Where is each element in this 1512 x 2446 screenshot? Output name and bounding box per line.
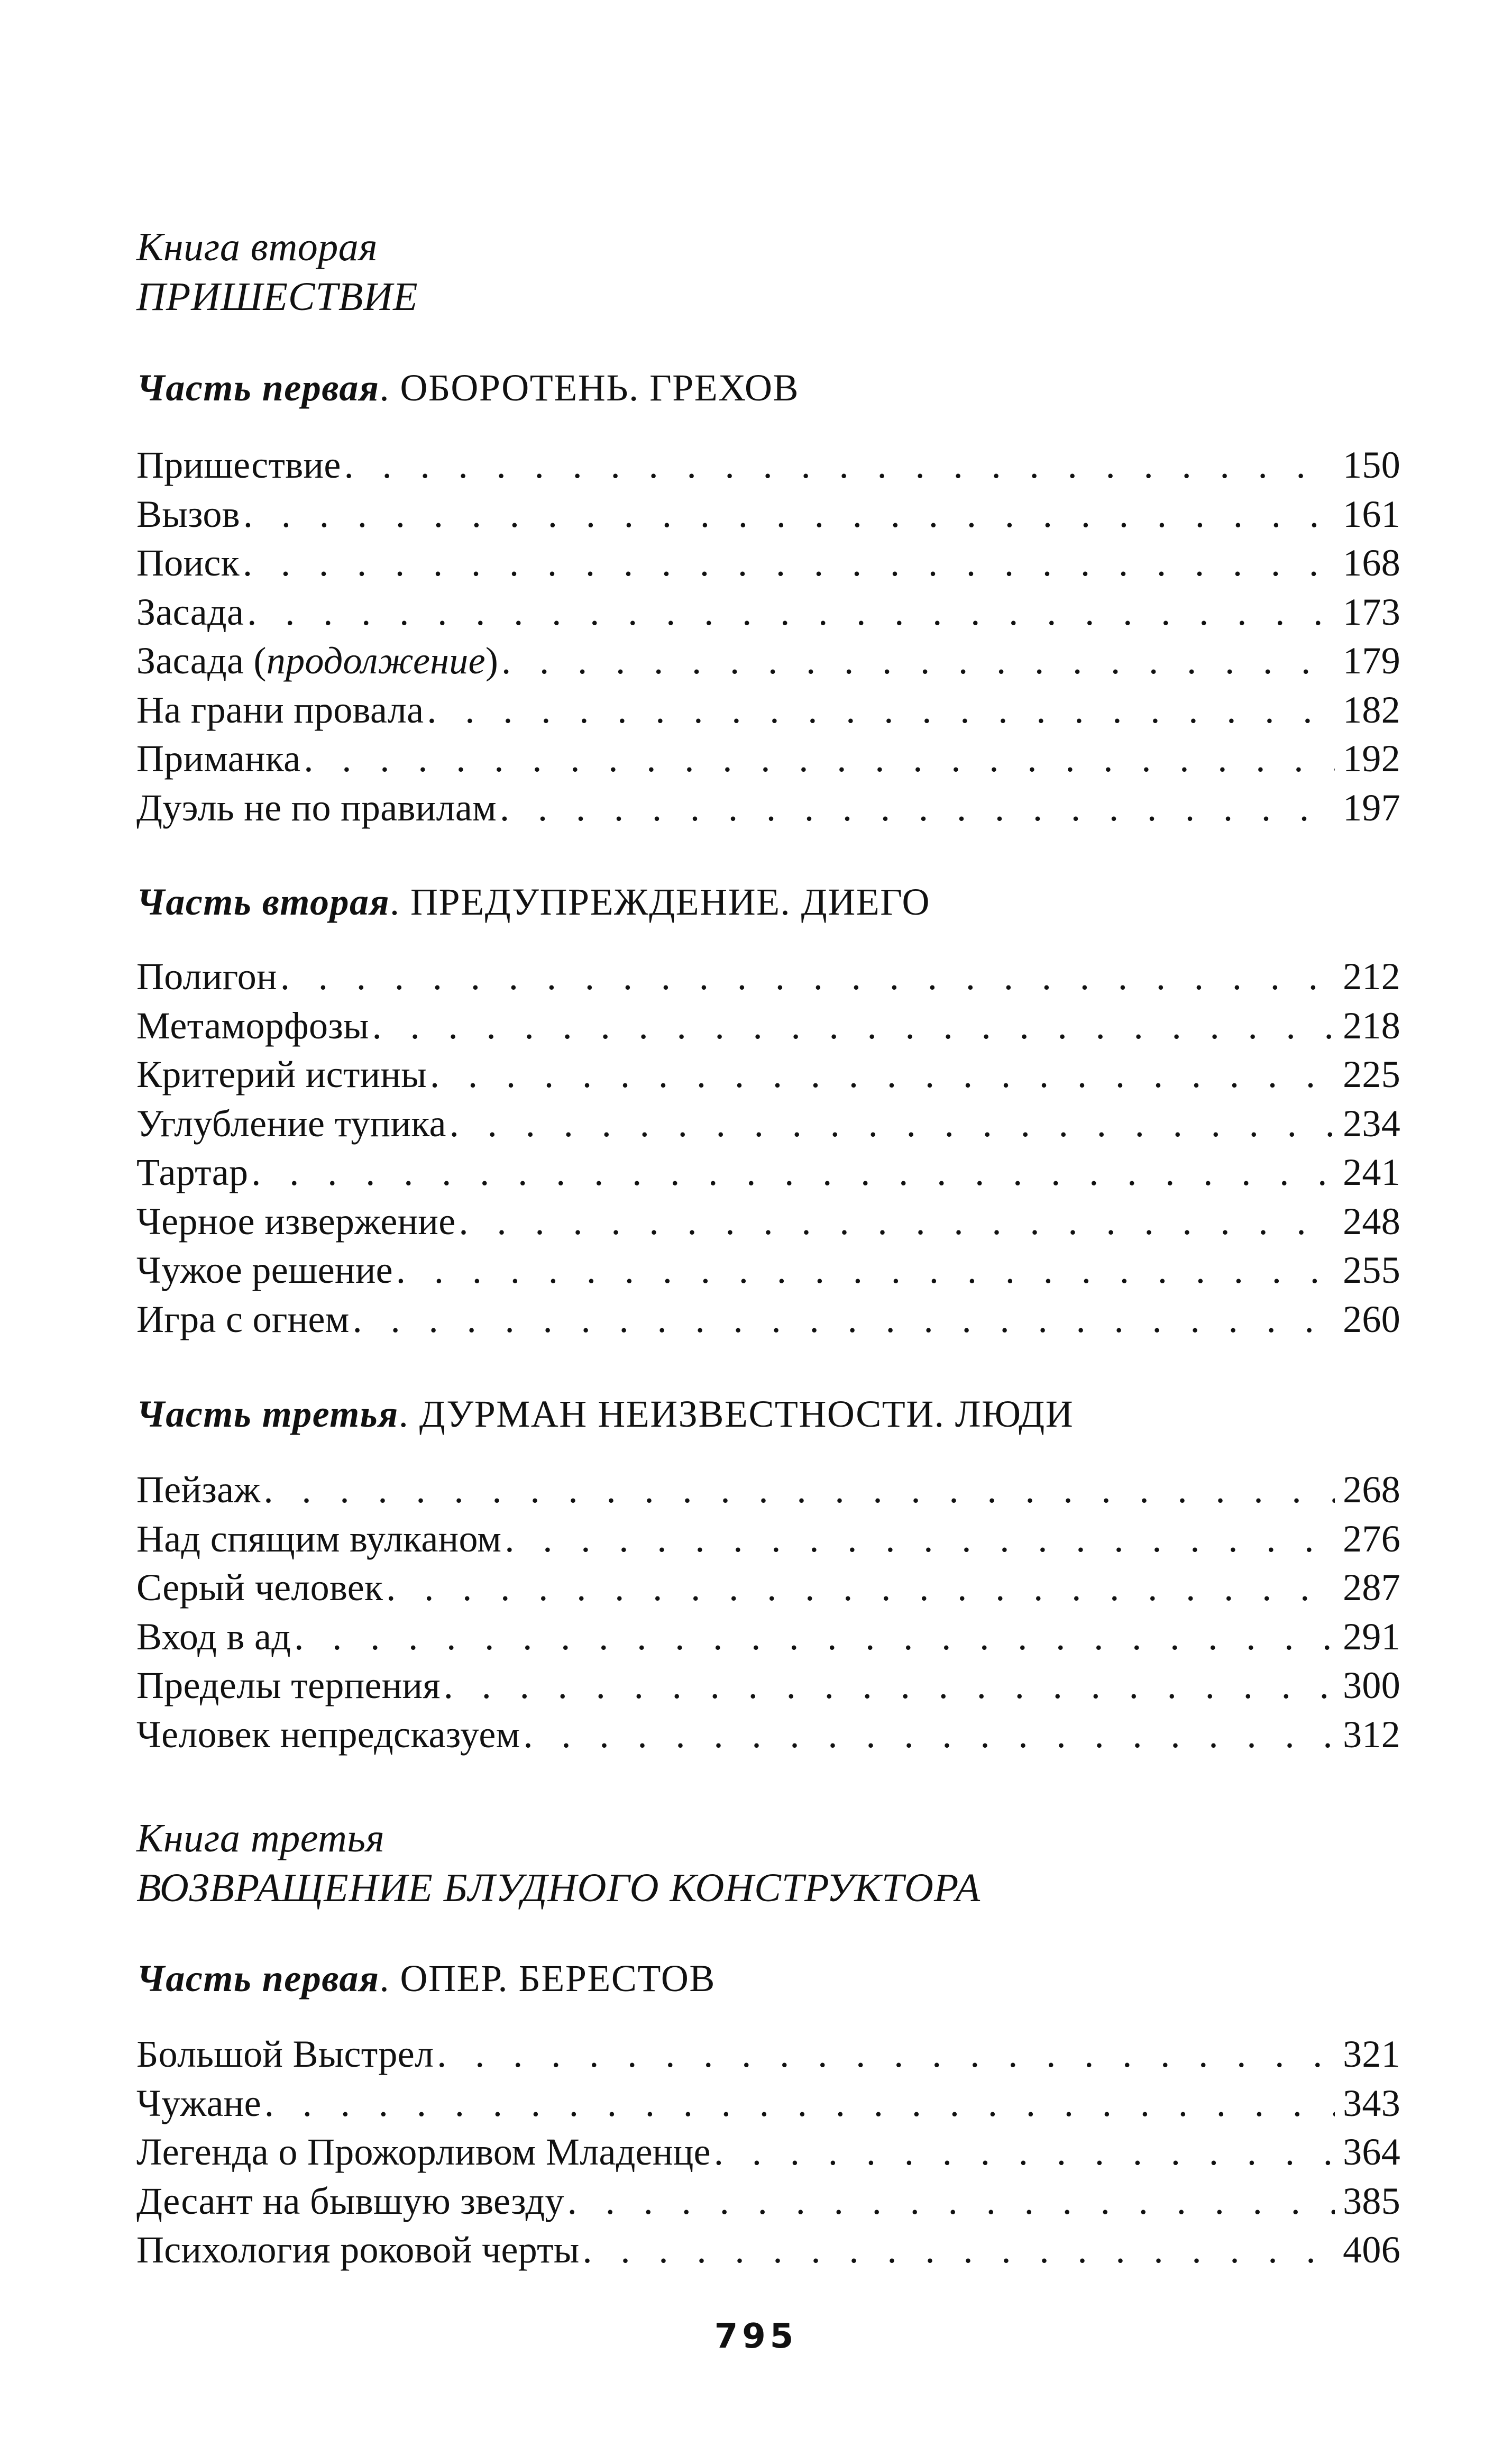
entry-page-number: 255 xyxy=(1343,1249,1400,1291)
toc-entry[interactable] xyxy=(136,2177,1400,2226)
toc-entry[interactable] xyxy=(136,1514,1400,1564)
toc-entry[interactable] xyxy=(136,1612,1400,1662)
dot-leader xyxy=(386,1563,1335,1612)
dot-leader xyxy=(264,2079,1335,2128)
toc-entry[interactable] xyxy=(136,1148,1400,1197)
dot-leader xyxy=(353,1295,1335,1344)
entry-title: Пришествие xyxy=(136,444,341,486)
entry-title: Человек непредсказуем xyxy=(136,1713,520,1756)
toc-entry[interactable] xyxy=(136,636,1400,686)
page-number: 795 xyxy=(714,2317,798,2356)
toc-entry[interactable] xyxy=(136,2128,1400,2177)
entry-page-number: 179 xyxy=(1343,640,1400,682)
entry-page-number: 173 xyxy=(1343,590,1400,633)
book-two-header xyxy=(136,222,1400,322)
part-label: Часть вторая xyxy=(136,881,390,923)
toc-entry[interactable] xyxy=(136,2225,1400,2275)
entry-title-start: Засада ( xyxy=(136,640,267,682)
toc-entry[interactable] xyxy=(136,1465,1400,1514)
dot-leader xyxy=(247,588,1335,637)
entry-page-number: 291 xyxy=(1343,1615,1400,1658)
toc-entry-list xyxy=(136,2030,1400,2275)
entry-page-number: 234 xyxy=(1343,1102,1400,1145)
entry-title: Полигон xyxy=(136,955,277,998)
book-title: ВОЗВРАЩЕНИЕ БЛУДНОГО КОНСТРУКТОРА xyxy=(136,1866,981,1910)
entry-page-number: 248 xyxy=(1343,1200,1400,1243)
entry-title: Тартар xyxy=(136,1151,249,1193)
dot-leader xyxy=(583,2225,1335,2275)
dot-leader xyxy=(500,783,1335,833)
toc-entry[interactable] xyxy=(136,1050,1400,1099)
toc-entry-list xyxy=(136,952,1400,1344)
part-label: Часть первая xyxy=(136,367,380,409)
dot-leader xyxy=(280,952,1335,1001)
dot-leader xyxy=(344,441,1335,490)
entry-title: Десант на бывшую звезду xyxy=(136,2179,564,2222)
entry-title: Игра с огнем xyxy=(136,1298,350,1340)
toc-entry-list xyxy=(136,1465,1400,1759)
book-title: ПРИШЕСТВИЕ xyxy=(136,275,418,319)
dot-leader xyxy=(437,2030,1335,2079)
entry-title-note: продолжение xyxy=(266,640,485,682)
dot-leader xyxy=(243,490,1335,539)
toc-entry[interactable] xyxy=(136,1099,1400,1148)
dot-leader xyxy=(450,1099,1335,1148)
part-heading: Часть первая. ОБОРОТЕНЬ. ГРЕХОВ xyxy=(136,367,800,409)
entry-title: Чужое решение xyxy=(136,1249,393,1291)
toc-entry[interactable] xyxy=(136,1563,1400,1612)
entry-title-end: ) xyxy=(485,640,499,682)
entry-title: Углубление тупика xyxy=(136,1102,446,1145)
entry-title: Критерий истины xyxy=(136,1053,427,1096)
entry-title: Вход в ад xyxy=(136,1615,291,1658)
book-three-header xyxy=(136,1813,1400,1913)
entry-page-number: 364 xyxy=(1343,2131,1400,2173)
entry-title: Вызов xyxy=(136,492,240,535)
part-heading: Часть первая. ОПЕР. БЕРЕСТОВ xyxy=(136,1957,716,2000)
entry-page-number: 212 xyxy=(1343,955,1400,998)
entry-page-number: 300 xyxy=(1343,1664,1400,1706)
toc-entry[interactable] xyxy=(136,588,1400,637)
book-label: Книга вторая xyxy=(136,225,378,269)
dot-leader xyxy=(430,1050,1335,1099)
entry-page-number: 197 xyxy=(1343,786,1400,829)
entry-page-number: 343 xyxy=(1343,2082,1400,2124)
entry-title: Большой Выстрел xyxy=(136,2033,434,2075)
dot-leader xyxy=(714,2128,1335,2177)
part-title: ОПЕР. БЕРЕСТОВ xyxy=(400,1957,716,2000)
part-heading: Часть третья. ДУРМАН НЕИЗВЕСТНОСТИ. ЛЮДИ xyxy=(136,1393,1074,1435)
part-label: Часть первая xyxy=(136,1957,380,2000)
toc-entry[interactable] xyxy=(136,2030,1400,2079)
entry-title: Серый человек xyxy=(136,1566,383,1609)
toc-entry[interactable] xyxy=(136,490,1400,539)
entry-page-number: 225 xyxy=(1343,1053,1400,1096)
book-label: Книга третья xyxy=(136,1816,385,1860)
entry-page-number: 406 xyxy=(1343,2229,1400,2271)
toc-entry[interactable] xyxy=(136,734,1400,783)
dot-leader xyxy=(523,1710,1335,1759)
entry-title: Легенда о Прожорливом Младенце xyxy=(136,2131,711,2173)
entry-page-number: 161 xyxy=(1343,492,1400,535)
entry-page-number: 182 xyxy=(1343,688,1400,731)
toc-entry[interactable] xyxy=(136,441,1400,490)
toc-entry[interactable] xyxy=(136,1197,1400,1246)
entry-title: Приманка xyxy=(136,737,301,780)
entry-title: Метаморфозы xyxy=(136,1004,369,1047)
toc-entry[interactable] xyxy=(136,952,1400,1001)
toc-entry[interactable] xyxy=(136,1295,1400,1344)
part-label: Часть третья xyxy=(136,1393,399,1435)
entry-title: Пейзаж xyxy=(136,1468,261,1511)
entry-title: На грани провала xyxy=(136,688,424,731)
dot-leader xyxy=(251,1148,1335,1197)
entry-page-number: 192 xyxy=(1343,737,1400,780)
entry-page-number: 321 xyxy=(1343,2033,1400,2075)
part-title: ДУРМАН НЕИЗВЕСТНОСТИ. ЛЮДИ xyxy=(419,1393,1074,1435)
part-heading: Часть вторая. ПРЕДУПРЕЖДЕНИЕ. ДИЕГО xyxy=(136,881,931,923)
dot-leader xyxy=(372,1001,1335,1051)
entry-page-number: 268 xyxy=(1343,1468,1400,1511)
entry-title xyxy=(136,636,498,686)
dot-leader xyxy=(243,539,1335,588)
part-title: ПРЕДУПРЕЖДЕНИЕ. ДИЕГО xyxy=(410,881,931,923)
entry-page-number: 312 xyxy=(1343,1713,1400,1756)
entry-title: Психология роковой черты xyxy=(136,2229,580,2271)
entry-page-number: 168 xyxy=(1343,542,1400,584)
part-title: ОБОРОТЕНЬ. ГРЕХОВ xyxy=(400,367,800,409)
entry-title: Поиск xyxy=(136,542,240,584)
entry-page-number: 150 xyxy=(1343,444,1400,486)
toc-entry[interactable] xyxy=(136,1246,1400,1295)
entry-title: Засада xyxy=(136,590,244,633)
dot-leader xyxy=(459,1197,1335,1246)
dot-leader xyxy=(396,1246,1335,1295)
entry-page-number: 260 xyxy=(1343,1298,1400,1340)
entry-page-number: 241 xyxy=(1343,1151,1400,1193)
dot-leader xyxy=(505,1514,1335,1564)
entry-title: Чужане xyxy=(136,2082,261,2124)
entry-page-number: 287 xyxy=(1343,1566,1400,1609)
dot-leader xyxy=(427,686,1335,735)
entry-title: Черное извержение xyxy=(136,1200,456,1243)
toc-entry[interactable] xyxy=(136,783,1400,833)
dot-leader xyxy=(304,734,1335,783)
entry-page-number: 218 xyxy=(1343,1004,1400,1047)
toc-entry[interactable] xyxy=(136,1001,1400,1051)
entry-page-number: 385 xyxy=(1343,2179,1400,2222)
dot-leader xyxy=(263,1465,1335,1514)
toc-entry[interactable] xyxy=(136,1710,1400,1759)
toc-entry[interactable] xyxy=(136,1661,1400,1710)
dot-leader xyxy=(501,636,1335,686)
toc-entry-list xyxy=(136,441,1400,832)
entry-title: Над спящим вулканом xyxy=(136,1517,502,1560)
dot-leader xyxy=(444,1661,1335,1710)
dot-leader xyxy=(294,1612,1335,1662)
dot-leader xyxy=(567,2177,1335,2226)
toc-entry[interactable] xyxy=(136,539,1400,588)
entry-page-number: 276 xyxy=(1343,1517,1400,1560)
toc-entry[interactable] xyxy=(136,2079,1400,2128)
toc-entry[interactable] xyxy=(136,686,1400,735)
entry-title: Пределы терпения xyxy=(136,1664,441,1706)
entry-title: Дуэль не по правилам xyxy=(136,786,497,829)
